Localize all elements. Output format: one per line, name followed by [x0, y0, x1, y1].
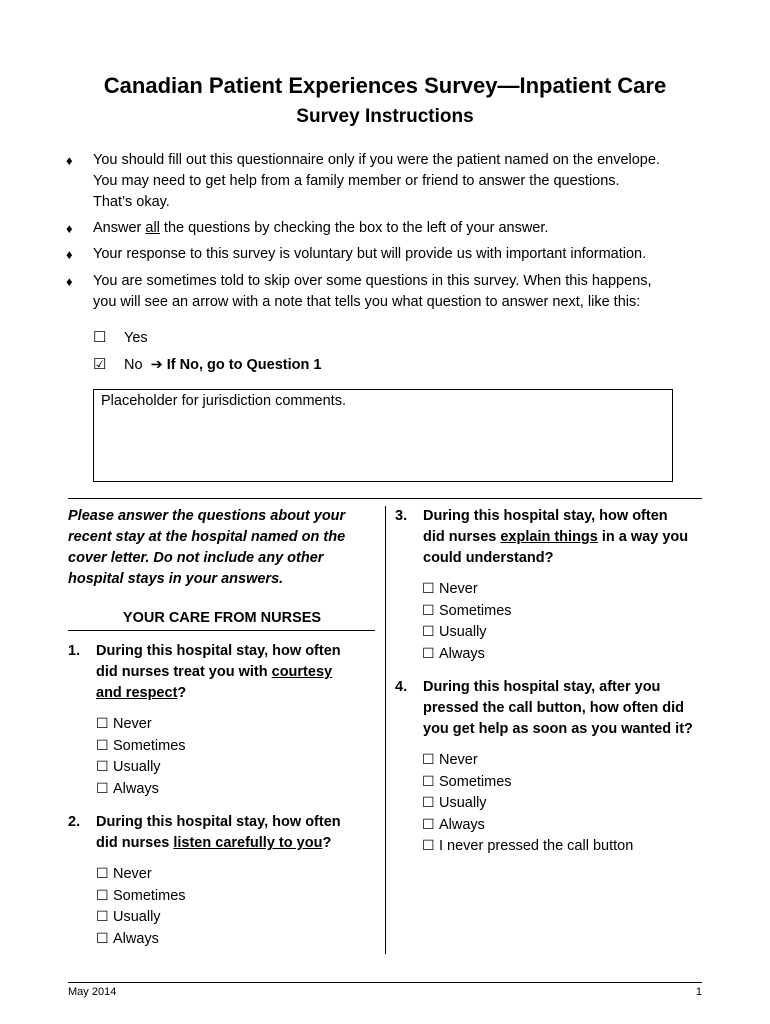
checkbox-icon[interactable]: ☐ — [422, 623, 435, 640]
option-label: Sometimes — [439, 602, 512, 619]
question-text: did nurses — [96, 835, 174, 851]
example-no-label: No — [124, 357, 143, 373]
question-2-options — [96, 863, 186, 949]
checkbox-icon[interactable]: ☐ — [96, 865, 109, 881]
instruction-emphasis: all — [145, 220, 160, 236]
checkbox-icon[interactable]: ☐ — [96, 736, 109, 753]
section-title: YOUR CARE FROM NURSES — [122, 610, 322, 626]
question-text: did nurses treat you with — [96, 664, 272, 680]
instruction-text: You should fill out this questionnaire only if you were the patient named on the envelope. — [93, 152, 660, 168]
question-4-options — [422, 749, 633, 857]
question-text: During this hospital stay, how often — [96, 643, 341, 659]
answer-option[interactable] — [422, 792, 633, 814]
section-underline — [68, 630, 375, 631]
answer-option[interactable] — [422, 835, 633, 857]
option-label: Usually — [439, 624, 487, 641]
answer-option[interactable] — [96, 735, 186, 757]
option-label: Never — [439, 581, 478, 597]
question-3 — [395, 506, 715, 569]
diamond-bullet-icon: ♦ — [66, 221, 73, 236]
checkbox-icon[interactable]: ☐ — [422, 644, 435, 661]
jurisdiction-comments-box — [93, 389, 673, 482]
option-label: Sometimes — [439, 773, 512, 790]
option-label: Usually — [113, 909, 161, 926]
option-label: Always — [439, 645, 485, 662]
checkbox-checked-icon[interactable]: ☑ — [93, 356, 107, 373]
option-label: Never — [113, 866, 152, 882]
answer-option[interactable] — [96, 863, 186, 885]
question-1 — [68, 641, 378, 704]
section-divider — [68, 498, 702, 499]
footer-rule — [68, 982, 702, 983]
instruction-text: That’s okay. — [93, 194, 170, 210]
answer-option[interactable] — [96, 713, 186, 735]
answer-option[interactable] — [422, 600, 512, 622]
question-text: could understand? — [423, 550, 554, 566]
answer-option[interactable] — [422, 643, 512, 665]
checkbox-icon[interactable]: ☐ — [422, 772, 435, 789]
option-label: Usually — [113, 759, 161, 776]
question-emphasis: courtesy — [271, 664, 333, 680]
checkbox-icon[interactable]: ☐ — [422, 837, 435, 854]
checkbox-icon[interactable]: ☐ — [96, 779, 109, 796]
question-text: pressed the call button, how often did — [423, 700, 685, 716]
question-text: in a way you — [597, 529, 689, 545]
checkbox-empty-icon[interactable]: ☐ — [93, 329, 107, 346]
answer-option[interactable] — [96, 906, 186, 928]
instruction-bullet-1 — [66, 150, 686, 213]
question-3-options — [422, 578, 512, 664]
answer-option[interactable] — [96, 928, 186, 950]
arrow-right-icon: ➔ — [150, 357, 163, 373]
option-label: Always — [439, 816, 485, 833]
question-text: did nurses — [423, 529, 501, 545]
question-text: During this hospital stay, how often — [423, 508, 668, 524]
question-text: ? — [322, 835, 332, 851]
intro-line: hospital stays in your answers. — [68, 571, 284, 587]
example-yes-row — [93, 328, 148, 346]
instruction-text: you will see an arrow with a note that tells you what question to answer next, like this: — [93, 294, 641, 310]
intro-instructions — [68, 506, 378, 590]
question-number: 3. — [395, 508, 408, 524]
question-emphasis: listen carefully to you — [173, 835, 323, 851]
page-number: 1 — [695, 986, 702, 998]
instruction-bullet-4 — [66, 271, 686, 313]
intro-line: recent stay at the hospital named on the — [68, 529, 346, 545]
option-label: Usually — [439, 795, 487, 812]
option-label: Always — [113, 930, 159, 947]
option-label: Sometimes — [113, 887, 186, 904]
checkbox-icon[interactable]: ☐ — [96, 886, 109, 903]
question-text: During this hospital stay, after you — [423, 679, 661, 695]
answer-option[interactable] — [422, 621, 512, 643]
diamond-bullet-icon: ♦ — [66, 274, 73, 289]
question-text: you get help as soon as you wanted it? — [423, 721, 693, 737]
instruction-bullet-2 — [66, 218, 686, 239]
checkbox-icon[interactable]: ☐ — [96, 908, 109, 925]
question-text: ? — [177, 685, 187, 701]
answer-option[interactable] — [422, 771, 633, 793]
checkbox-icon[interactable]: ☐ — [422, 580, 435, 596]
instruction-bullet-3 — [66, 244, 686, 265]
intro-line: cover letter. Do not include any other — [68, 550, 324, 566]
answer-option[interactable] — [422, 578, 512, 600]
answer-option[interactable] — [96, 885, 186, 907]
option-label: Sometimes — [113, 737, 186, 754]
checkbox-icon[interactable]: ☐ — [422, 601, 435, 618]
example-no-row — [93, 355, 321, 373]
question-number: 1. — [68, 643, 81, 659]
checkbox-icon[interactable]: ☐ — [422, 815, 435, 832]
instruction-text: You are sometimes told to skip over some questions in this survey. When this happens, — [93, 273, 652, 289]
example-yes-label: Yes — [124, 330, 148, 346]
checkbox-icon[interactable]: ☐ — [422, 794, 435, 811]
instruction-text: You may need to get help from a family member or friend to answer the questions. — [93, 173, 620, 189]
instruction-text: Answer — [93, 220, 146, 236]
comments-placeholder: Placeholder for jurisdiction comments. — [101, 393, 346, 409]
intro-line: Please answer the questions about your — [68, 508, 346, 524]
question-number: 2. — [68, 814, 81, 830]
option-label: Never — [113, 716, 152, 732]
option-label: Always — [113, 780, 159, 797]
diamond-bullet-icon: ♦ — [66, 247, 73, 262]
instruction-text: the questions by checking the box to the left of your answer. — [159, 220, 549, 236]
question-2 — [68, 812, 378, 854]
survey-title: Canadian Patient Experiences Survey—Inpatient Care — [103, 73, 667, 98]
checkbox-icon[interactable]: ☐ — [96, 715, 109, 731]
survey-subtitle: Survey Instructions — [296, 106, 474, 127]
question-emphasis: and respect — [96, 685, 178, 701]
question-number: 4. — [395, 679, 408, 695]
answer-option[interactable] — [422, 749, 633, 771]
option-label: I never pressed the call button — [439, 838, 634, 855]
question-4 — [395, 677, 725, 740]
footer-date: May 2014 — [68, 986, 117, 998]
question-text: During this hospital stay, how often — [96, 814, 341, 830]
answer-option[interactable] — [422, 814, 633, 836]
instruction-text: Your response to this survey is voluntary but will provide us with important information. — [93, 246, 647, 262]
checkbox-icon[interactable]: ☐ — [96, 758, 109, 775]
skip-instruction: If No, go to Question 1 — [166, 357, 322, 373]
answer-option[interactable] — [96, 756, 186, 778]
answer-option[interactable] — [96, 778, 186, 800]
checkbox-icon[interactable]: ☐ — [96, 929, 109, 946]
option-label: Never — [439, 752, 478, 768]
question-1-options — [96, 713, 186, 799]
question-emphasis: explain things — [500, 529, 598, 545]
diamond-bullet-icon: ♦ — [66, 153, 73, 168]
checkbox-icon[interactable]: ☐ — [422, 751, 435, 767]
column-divider — [385, 506, 386, 954]
